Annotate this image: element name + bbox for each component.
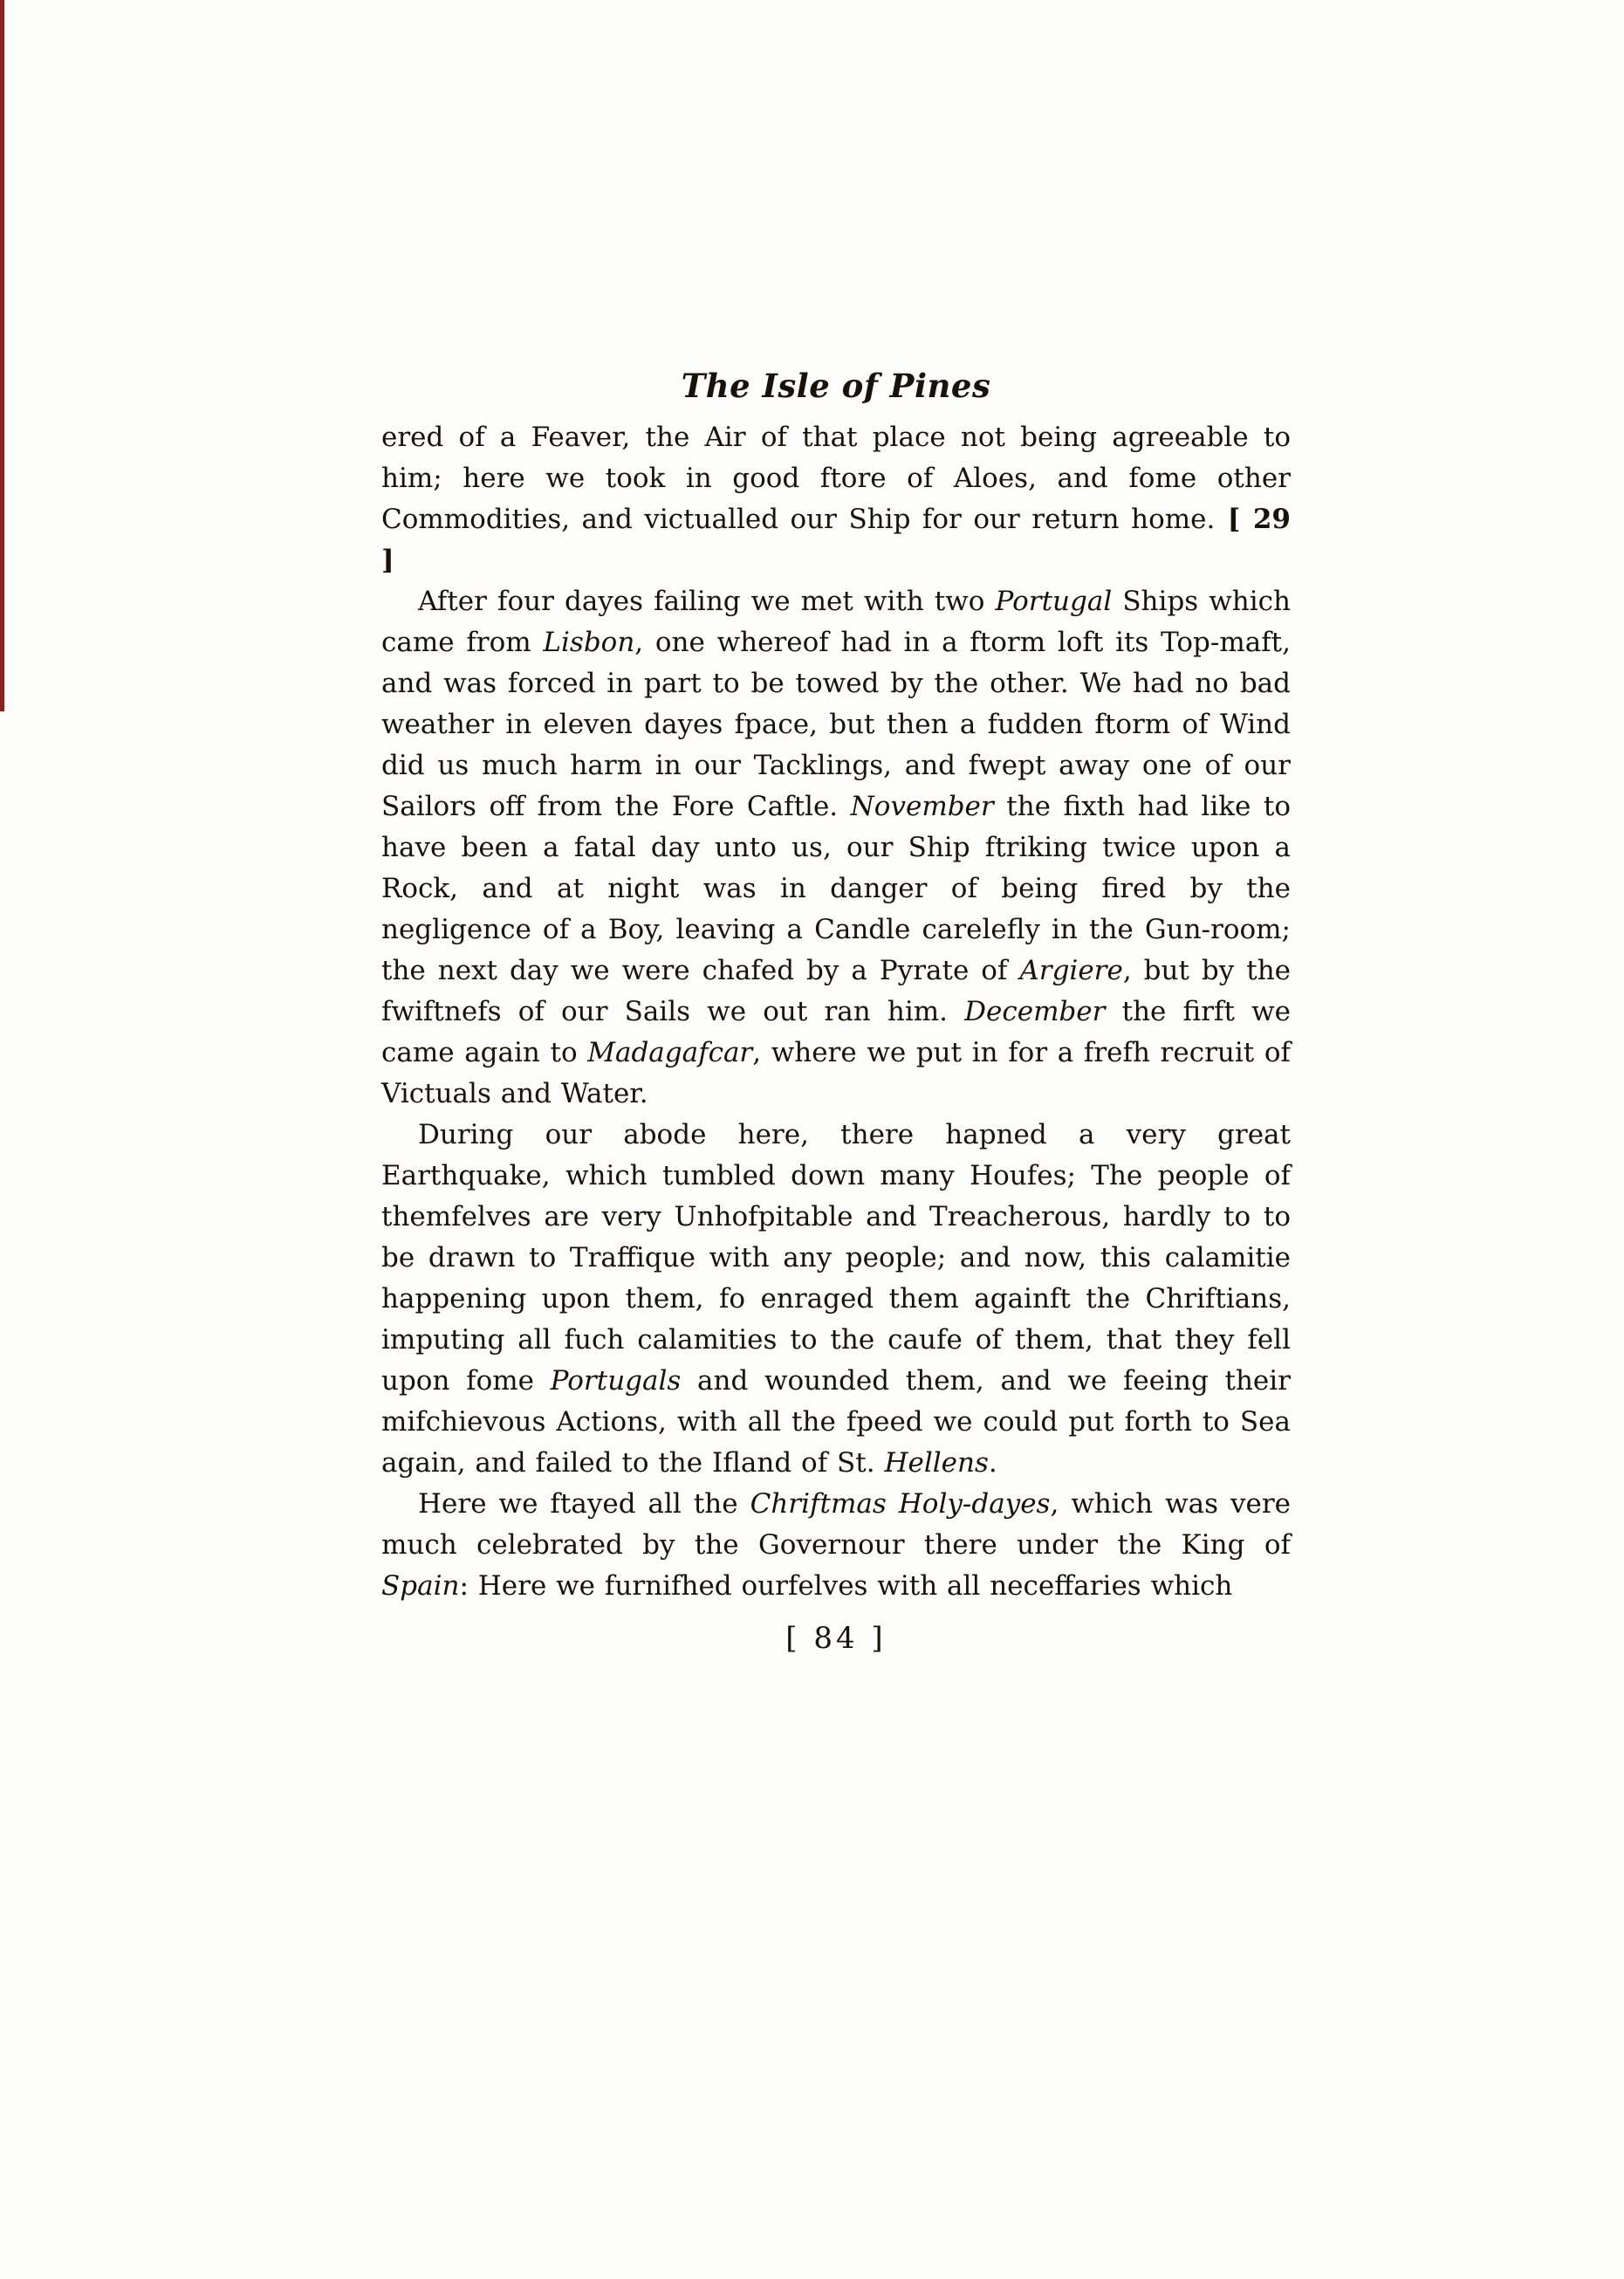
running-title: The Isle of Pines (681, 367, 991, 405)
scan-edge-artifact (0, 0, 4, 711)
text-run: Lisbon (543, 627, 635, 658)
text-run: [ 29 ] (381, 504, 1291, 576)
text-run: , where we put in for a frefh recruit of Victuals and Water. (381, 1037, 1291, 1109)
text-run: : Here we furnifhed ourfelves with all neceffaries which (459, 1570, 1233, 1602)
text-run: , one whereof had in a ftorm loft its Top-maft, and was forced in part to be towed by the other. We had no bad weather in eleven dayes fpace, but then a fudden ftorm of Wind did us much harm in our Tacklings, and fwept away one of our Sailors off from the Fore Caftle. (381, 627, 1291, 822)
text-run: ered of a Feaver, the Air of that place not being agreeable to him; here we took in good ftore of Aloes, and fome other Commodities, and victualled our Ship for our return home. (381, 422, 1291, 535)
paragraph-3 (381, 1115, 1291, 1484)
text-run: Portugals (550, 1365, 682, 1397)
page-text-block (381, 367, 1291, 1656)
text-run: Spain (381, 1570, 460, 1602)
paragraph-2 (381, 581, 1291, 1115)
paragraph-4 (381, 1484, 1291, 1607)
paragraph-1 (381, 417, 1291, 581)
text-run: After four dayes failing we met with two (418, 586, 996, 617)
text-run: During our abode here, there hapned a very great Earthquake, which tumbled down many Houfes; The people of themfelves are very Unhofpitable and Treacherous, hardly to to be drawn to Traffique with any people; and now, this calamitie happening upon them, fo enraged them againft the Chriftians, imputing all fuch calamities to the caufe of them, that they fell upon fome (381, 1119, 1291, 1397)
text-run: the firft we came again to (381, 996, 1291, 1068)
text-run: . (988, 1447, 997, 1479)
text-run: the fixth had like to have been a fatal day unto us, our Ship ftriking twice upon a Rock, and at night was in danger of being fired by the negligence of a Boy, leaving a Candle carelefly in the Gun-room; the next day we were chafed by a Pyrate of (381, 791, 1291, 986)
text-run: Argiere (1019, 955, 1123, 986)
text-run: December (964, 996, 1106, 1027)
text-run: November (850, 791, 994, 822)
text-run: , which was vere much celebrated by the Governour there under the King of (381, 1488, 1292, 1561)
text-run: Ships which came from (381, 586, 1291, 658)
page-number: [ 84 ] (785, 1621, 887, 1656)
text-run: Chriftmas Holy-dayes (750, 1488, 1051, 1520)
text-run: Hellens (884, 1447, 989, 1479)
text-run: Portugal (995, 586, 1113, 617)
text-run: Madagafcar (587, 1037, 753, 1068)
text-run: and wounded them, and we feeing their mifchievous Actions, with all the fpeed we could put forth to Sea again, and failed to the Ifland of St. (381, 1365, 1292, 1479)
text-run: , but by the fwiftnefs of our Sails we out ran him. (381, 955, 1292, 1027)
text-run: Here we ftayed all the (418, 1488, 750, 1520)
